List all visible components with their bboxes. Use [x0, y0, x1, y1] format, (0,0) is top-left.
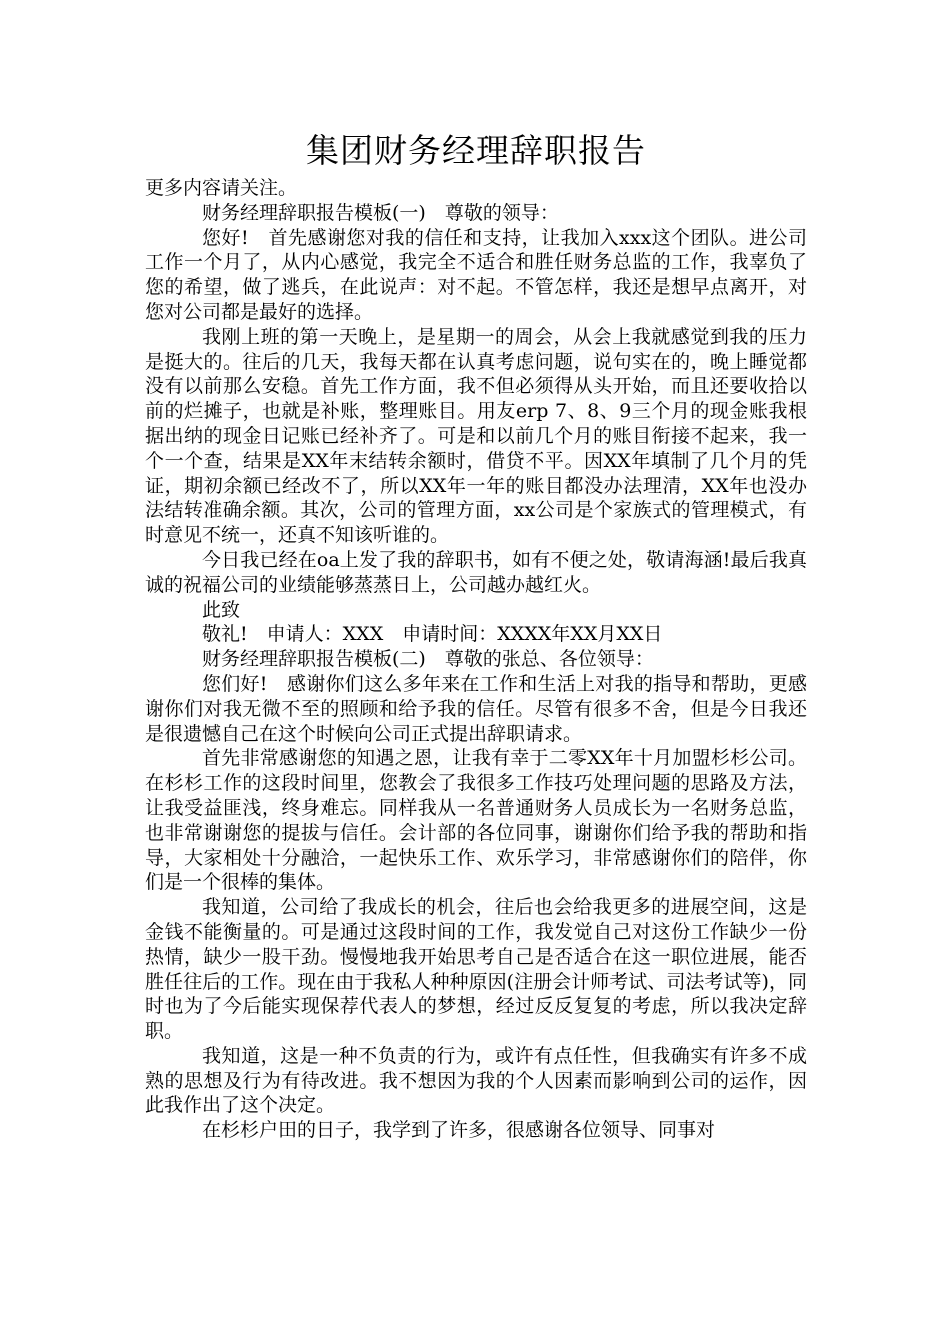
paragraph: 更多内容请关注。 [145, 177, 298, 199]
paragraph: 我知道，这是一种不负责的行为，或许有点任性，但我确实有许多不成熟的思想及行为有待改进。我不想因为我的个人因素而影响到公司的运作，因此我作出了这个决定。 [145, 1044, 807, 1117]
document-body [145, 176, 807, 1143]
paragraph: 您们好! 感谢你们这么多年来在工作和生活上对我的指导和帮助，更感谢你们对我无微不至的照顾和给予我的信任。尽管有很多不舍，但是今日我还是很遗憾自己在这个时候向公司正式提出辞职请求。 [145, 672, 807, 745]
paragraph: 我刚上班的第一天晚上，是星期一的周会，从会上我就感觉到我的压力是挺大的。往后的几天，我每天都在认真考虑问题，说句实在的，晚上睡觉都没有以前那么安稳。首先工作方面，我不但必须得从头开始，而且还要收拾以前的烂摊子，也就是补账，整理账目。用友erp 7、8、9三个月的现金账我根据出纳的现金日记账已经补齐了。可是和以前几个月的账目衔接不起来，我一个一个查，结果是XX年末结转余额时，借贷不平。因XX年填制了几个月的凭证，期初余额已经改不了，所以XX年一年的账目都没办法理清，XX年也没办法结转准确余额。其次，公司的管理方面，xx公司是个家族式的管理模式，有时意见不统一，还真不知该听谁的。 [145, 325, 807, 547]
document-page [145, 126, 807, 1143]
paragraph: 今日我已经在oa上发了我的辞职书，如有不便之处，敬请海涵!最后我真诚的祝福公司的业绩能够蒸蒸日上，公司越办越红火。 [145, 548, 807, 596]
paragraph: 首先非常感谢您的知遇之恩，让我有幸于二零XX年十月加盟杉杉公司。在杉杉工作的这段时间里，您教会了我很多工作技巧处理问题的思路及方法，让我受益匪浅，终身难忘。同样我从一名普通财务人员成长为一名财务总监，也非常谢谢您的提拔与信任。会计部的各位同事，谢谢你们给予我的帮助和指导，大家相处十分融洽，一起快乐工作、欢乐学习，非常感谢你们的陪伴，你们是一个很棒的集体。 [145, 747, 807, 894]
paragraph: 您好! 首先感谢您对我的信任和支持，让我加入xxx这个团队。进公司工作一个月了，从内心感觉，我完全不适合和胜任财务总监的工作，我辜负了您的希望，做了逃兵，在此说声：对不起。不管怎样，我还是想早点离开，对您对公司都是最好的选择。 [145, 226, 807, 323]
paragraph: 敬礼! 申请人：XXX 申请时间：XXXX年XX月XX日 [202, 623, 663, 646]
paragraph: 财务经理辞职报告模板(二) 尊敬的张总、各位领导： [202, 648, 654, 671]
paragraph: 我知道，公司给了我成长的机会，往后也会给我更多的进展空间，这是金钱不能衡量的。可是通过这段时间的工作，我发觉自己对这份工作缺少一份热情，缺少一股干劲。慢慢地我开始思考自己是否适合在这一职位进展，能否胜任往后的工作。现在由于我私人种种原因(注册会计师考试、司法考试等)，同时也为了今后能实现保荐代表人的梦想，经过反反复复的考虑，所以我决定辞职。 [145, 896, 807, 1043]
paragraph: 此致 [202, 598, 241, 621]
paragraph: 在杉杉户田的日子，我学到了许多，很感谢各位领导、同事对 [202, 1119, 716, 1142]
paragraph: 财务经理辞职报告模板(一) 尊敬的领导： [202, 201, 559, 224]
document-title: 集团财务经理辞职报告 [306, 131, 646, 170]
